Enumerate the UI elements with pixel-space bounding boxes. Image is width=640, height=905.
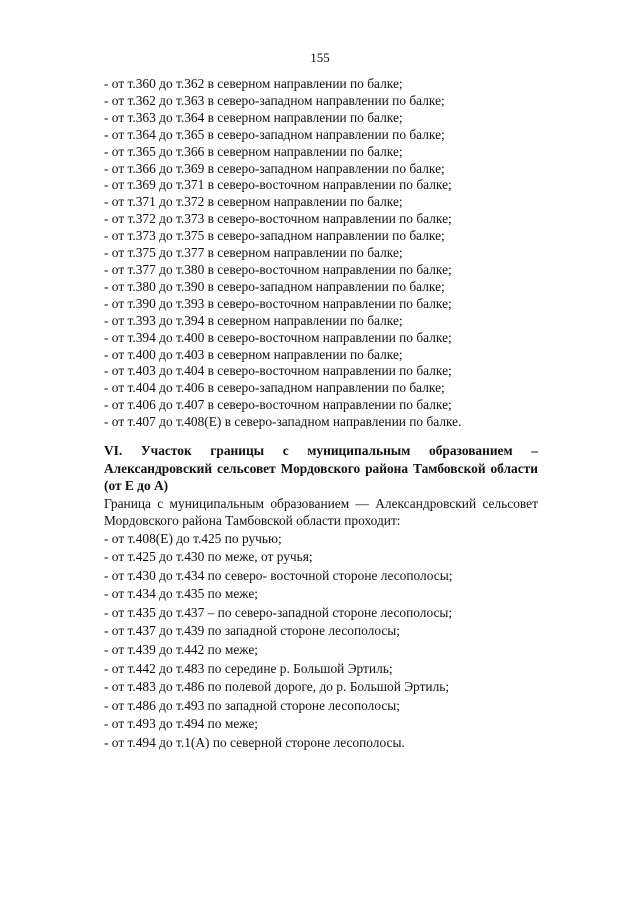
list-item: - от т.493 до т.494 по меже; bbox=[104, 716, 258, 732]
boundary-list-a bbox=[104, 76, 564, 431]
list-item: - от т.365 до т.366 в северном направлении по балке; bbox=[104, 143, 403, 159]
intro-word: муниципальным bbox=[169, 495, 265, 511]
list-item: - от т.380 до т.390 в северо-западном направлении по балке; bbox=[104, 278, 445, 294]
list-item: - от т.362 до т.363 в северо-западном направлении по балке; bbox=[104, 92, 445, 108]
list-item: - от т.407 до т.408(Е) в северо-западном направлении по балке. bbox=[104, 414, 462, 430]
list-item: - от т.442 до т.483 по середине р. Большой Эртиль; bbox=[104, 660, 393, 676]
list-item: - от т.430 до т.434 по северо- восточной стороне лесополосы; bbox=[104, 567, 453, 583]
heading-word: Мордовского bbox=[280, 460, 361, 476]
list-item: - от т.494 до т.1(А) по северной стороне лесополосы. bbox=[104, 735, 405, 751]
list-item: - от т.486 до т.493 по западной стороне лесополосы; bbox=[104, 697, 401, 713]
list-item: - от т.371 до т.372 в северном направлении по балке; bbox=[104, 194, 403, 210]
intro-word: Александровский bbox=[375, 495, 477, 511]
list-item: - от т.483 до т.486 по полевой дороге, до р. Большой Эртиль; bbox=[104, 679, 450, 695]
heading-line-3: (от Е до А) bbox=[104, 478, 169, 493]
intro-line-2: Мордовского района Тамбовской области проходит: bbox=[104, 513, 401, 528]
intro-word: образованием bbox=[270, 495, 350, 511]
heading-word: границы bbox=[210, 443, 265, 458]
heading-word: Участок bbox=[140, 443, 192, 458]
list-item: - от т.435 до т.437 – по северо-западной стороне лесополосы; bbox=[104, 604, 453, 620]
heading-line-1 bbox=[104, 442, 538, 460]
heading-word: образованием bbox=[429, 443, 513, 458]
intro-word: — bbox=[355, 495, 369, 511]
list-item: - от т.403 до т.404 в северо-восточном направлении по балке; bbox=[104, 363, 452, 379]
section-number: VI. bbox=[104, 443, 123, 458]
list-item: - от т.369 до т.371 в северо-восточном направлении по балке; bbox=[104, 177, 452, 193]
heading-word: муниципальным bbox=[307, 443, 411, 458]
intro-word: Граница bbox=[104, 495, 151, 511]
list-item: - от т.408(Е) до т.425 по ручью; bbox=[104, 530, 282, 546]
heading-word: – bbox=[531, 443, 538, 458]
list-item: - от т.394 до т.400 в северо-восточном направлении по балке; bbox=[104, 329, 452, 345]
list-item: - от т.363 до т.364 в северном направлении по балке; bbox=[104, 109, 403, 125]
heading-word: Александровский bbox=[104, 460, 213, 476]
page-number: 155 bbox=[310, 50, 330, 65]
heading-word: района bbox=[365, 460, 409, 476]
heading-word: Тамбовской bbox=[412, 460, 486, 476]
heading-line-2 bbox=[104, 460, 538, 478]
section-intro bbox=[104, 495, 538, 530]
heading-word: с bbox=[282, 443, 289, 458]
intro-word: сельсовет bbox=[482, 495, 538, 511]
list-item: - от т.393 до т.394 в северном направлении по балке; bbox=[104, 312, 403, 328]
list-item: - от т.425 до т.430 по меже, от ручья; bbox=[104, 549, 313, 565]
list-item: - от т.364 до т.365 в северо-западном направлении по балке; bbox=[104, 126, 445, 142]
list-item: - от т.437 до т.439 по западной стороне лесополосы; bbox=[104, 623, 401, 639]
section-heading bbox=[104, 442, 538, 495]
intro-word: с bbox=[157, 495, 164, 511]
list-item: - от т.360 до т.362 в северном направлении по балке; bbox=[104, 76, 403, 91]
list-item: - от т.406 до т.407 в северо-восточном направлении по балке; bbox=[104, 397, 452, 413]
list-item: - от т.372 до т.373 в северо-восточном направлении по балке; bbox=[104, 211, 452, 227]
list-item: - от т.366 до т.369 в северо-западном направлении по балке; bbox=[104, 160, 445, 176]
list-item: - от т.390 до т.393 в северо-восточном направлении по балке; bbox=[104, 295, 452, 311]
list-item: - от т.373 до т.375 в северо-западном направлении по балке; bbox=[104, 228, 445, 244]
list-item: - от т.400 до т.403 в северном направлении по балке; bbox=[104, 346, 403, 362]
list-item: - от т.404 до т.406 в северо-западном направлении по балке; bbox=[104, 380, 445, 396]
intro-line-1 bbox=[104, 495, 538, 513]
boundary-list-b bbox=[104, 530, 538, 753]
section-vi bbox=[104, 442, 538, 753]
heading-word: области bbox=[490, 460, 538, 476]
heading-word: сельсовет bbox=[217, 460, 276, 476]
list-item: - от т.377 до т.380 в северо-восточном направлении по балке; bbox=[104, 261, 452, 277]
list-item: - от т.375 до т.377 в северном направлении по балке; bbox=[104, 245, 403, 261]
list-item: - от т.434 до т.435 по меже; bbox=[104, 586, 258, 602]
list-item: - от т.439 до т.442 по меже; bbox=[104, 642, 258, 658]
